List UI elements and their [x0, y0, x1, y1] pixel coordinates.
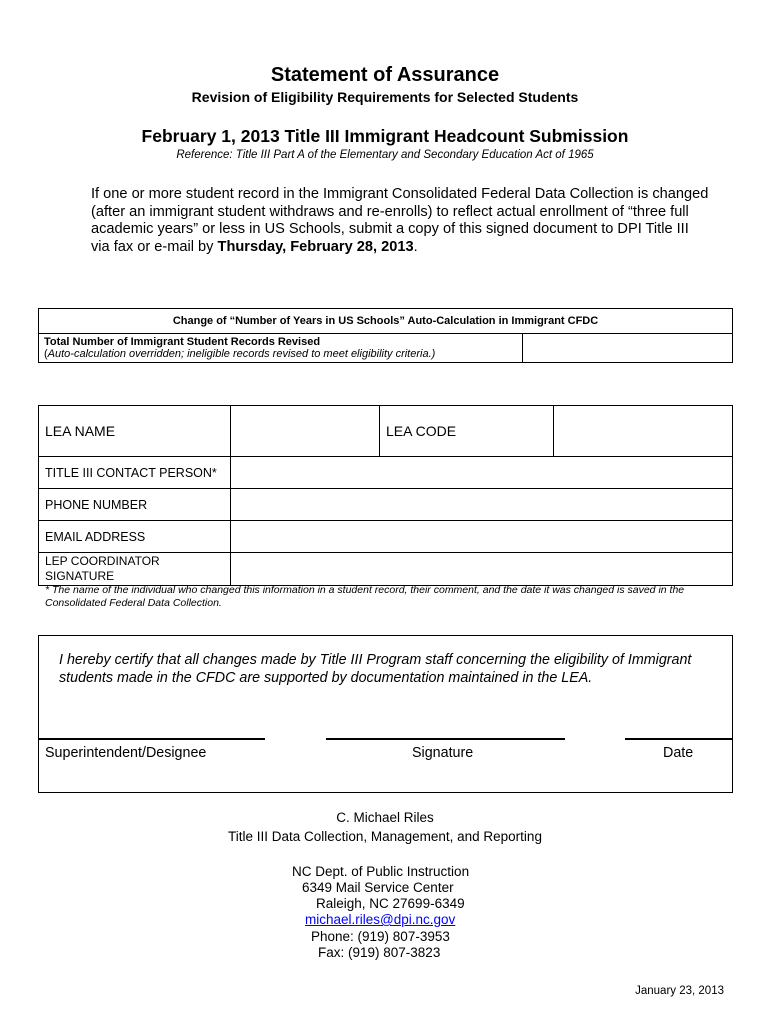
signature-label: Signature: [412, 745, 474, 761]
date-label: Date: [663, 745, 694, 761]
lea-name-input[interactable]: [231, 406, 380, 457]
contact-name: C. Michael Riles: [336, 810, 434, 825]
document-date: January 23, 2013: [635, 985, 724, 997]
change-table: [38, 308, 733, 363]
lea-name-label: LEA NAME: [39, 406, 231, 457]
intro-text: If one or more student record in the Immigrant Consolidated Federal Data Collection is changed (after an immigrant student withdraws and re-enrolls) to reflect actual enrollment of “three full academic years” or less in US Schools, submit a copy of this signed document to DPI Title III via fax or e-mail by: [91, 186, 709, 255]
contact-address2: Raleigh, NC 27699-6349: [316, 896, 465, 911]
lea-info-table: [38, 405, 733, 586]
intro-end: .: [413, 238, 418, 255]
certification-box: [38, 635, 733, 793]
contact-phone: Phone: (919) 807-3953: [311, 929, 450, 944]
contact-email-link[interactable]: michael.riles@dpi.nc.gov: [305, 912, 456, 927]
deadline: Thursday, February 28, 2013: [217, 238, 414, 255]
change-table-header: Change of “Number of Years in US Schools” Auto-Calculation in Immigrant CFDC: [39, 309, 733, 334]
contact-address1: 6349 Mail Service Center: [302, 880, 454, 895]
superintendent-signature-line[interactable]: [39, 738, 265, 740]
footnote: * The name of the individual who changed this information in a student record, their comment, and the date it was changed is saved in the Consolidated Federal Data Collection.: [45, 584, 685, 609]
records-revised-note-open: (: [44, 348, 48, 360]
reference-line: Reference: Title III Part A of the Elementary and Secondary Education Act of 1965: [176, 149, 594, 161]
contact-fax: Fax: (919) 807-3823: [318, 945, 441, 960]
page-subtitle: Revision of Eligibility Requirements for Selected Students: [191, 89, 579, 105]
submission-title: February 1, 2013 Title III Immigrant Headcount Submission: [141, 126, 629, 146]
email-address-label: EMAIL ADDRESS: [39, 521, 231, 553]
lep-label-line2: SIGNATURE: [45, 569, 115, 583]
phone-number-label: PHONE NUMBER: [39, 489, 231, 521]
lep-signature-input[interactable]: [231, 553, 733, 586]
records-revised-label: [39, 334, 523, 363]
page-title: Statement of Assurance: [270, 64, 500, 86]
records-revised-note: Auto-calculation overridden; ineligible records revised to meet eligibility criteria.): [47, 348, 436, 360]
records-revised-input[interactable]: [523, 334, 733, 363]
intro-paragraph: [91, 186, 711, 256]
lea-code-label: LEA CODE: [380, 406, 554, 457]
superintendent-label: Superintendent/Designee: [45, 745, 207, 761]
certification-text: I hereby certify that all changes made by Title III Program staff concerning the eligibility of Immigrant students made in the CFDC are supported by documentation maintained in the LEA.: [59, 652, 692, 686]
contact-role: Title III Data Collection, Management, and Reporting: [228, 829, 542, 844]
lep-coordinator-label: [39, 553, 231, 586]
email-address-input[interactable]: [231, 521, 733, 553]
date-line[interactable]: [625, 738, 733, 740]
phone-number-input[interactable]: [231, 489, 733, 521]
records-revised-title: Total Number of Immigrant Student Records Revised: [44, 336, 321, 348]
contact-org: NC Dept. of Public Instruction: [292, 864, 470, 879]
signature-line[interactable]: [326, 738, 565, 740]
contact-person-label: TITLE III CONTACT PERSON*: [39, 457, 231, 489]
contact-person-input[interactable]: [231, 457, 733, 489]
lep-label-line1: LEP COORDINATOR: [45, 554, 160, 568]
lea-code-input[interactable]: [554, 406, 733, 457]
